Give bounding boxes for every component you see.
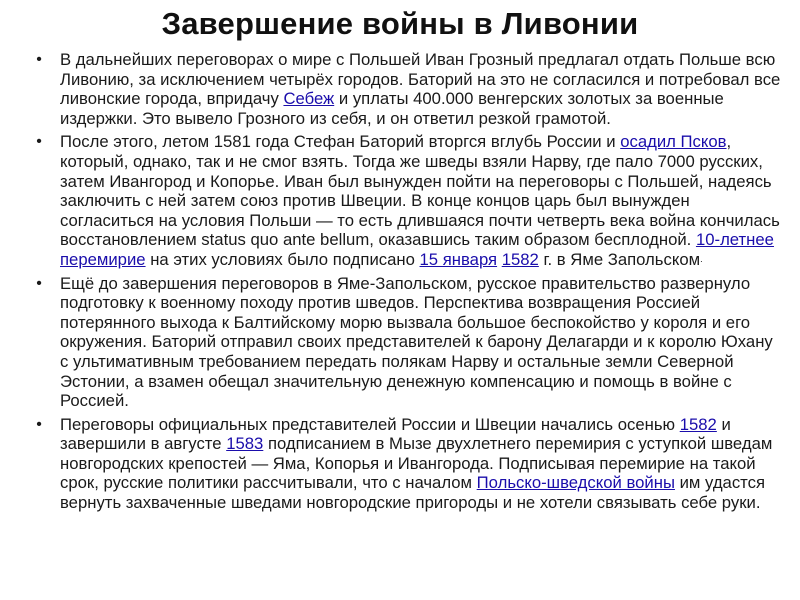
bullet-item-3 [32,274,784,411]
bullet-text: Ещё до завершения переговоров в Яме-Запольском, русское правительство развернуло подготовку к военному походу против шведов. Перспектива возвращения Россией потерянного выхода к Балтийскому морю вызвала большое беспокойство у короля и его окружения. Баторий отправил своих представителей к барону Делагарди и к королю Юхану с ультимативным требованием передать полякам Нарву и остальные земли Северной Эстонии, а взамен обещал значительную денежную компенсацию и помощь в войне с Россией. [60,273,773,411]
link-1583[interactable]: 1583 [226,434,264,454]
bullet-text: . [700,253,703,264]
bullet-text: г. в Яме Запольском [538,249,701,269]
bullet-text: на этих условиях было подписано [145,249,420,269]
bullet-text: Переговоры официальных представителей России и Швеции начались осенью [60,414,680,434]
bullet-text: и уплаты 400.000 венгерских золотых за военные издержки. Это вывело Грозного из себя, и он ответил резкой грамотой. [60,89,724,128]
bullet-list [32,50,784,513]
link-sebezh[interactable]: Себеж [283,89,335,109]
bullet-text: , который, однако, так и не смог взять. Тогда же шведы взяли Нарву, где пало 7000 русских, затем Ивангород и Копорье. Иван был вынужден пойти на переговоры с Польшей, надеясь заключить с ней затем союз против Швеции. В конце концов царь был вынужден согласиться на условия Польши — то есть длившаяся почти четверть века война кончилась восстановлением status quo ante bellum, оказавшись таким образом бесплодной. [60,132,780,250]
bullet-text: подписанием в Мызе двухлетнего перемирия с уступкой шведам новгородских крепостей — Яма, Копорья и Ивангорода. Подписывая перемирие на такой срок, русские политики рассчитывали, что с началом [60,434,773,493]
slide-content [32,50,784,517]
bullet-icon: • [36,274,42,292]
bullet-text: В дальнейших переговорах о мире с Польшей Иван Грозный предлагал отдать Польше всю Ливонию, за исключением четырёх городов. Баторий на это не согласился и потребовал все ливонские города, впридачу [60,50,781,109]
link-truce[interactable]: 10-летнее перемирие [60,230,774,269]
link-1582-autumn[interactable]: 1582 [679,414,717,434]
bullet-icon: • [36,51,42,68]
bullet-icon: • [36,415,42,433]
bullet-icon: • [36,133,42,151]
link-15-january[interactable]: 15 января [419,249,498,269]
link-1582[interactable]: 1582 [501,249,539,269]
bullet-text: и завершили в августе [60,414,731,454]
bullet-item-4 [32,415,784,513]
bullet-item-2 [32,132,784,269]
link-siege-pskov[interactable]: осадил Псков [620,132,727,152]
link-polish-swedish-war[interactable]: Польско-шведской войны [476,473,675,493]
bullet-item-1 [32,50,784,128]
bullet-text: им удастся вернуть захваченные шведами новгородские пригороды и не хотели связывать себе руки. [60,473,766,513]
bullet-text: После этого, летом 1581 года Стефан Баторий вторгся вглубь России и [60,132,621,152]
slide-title: Завершение войны в Ливонии [161,6,639,41]
